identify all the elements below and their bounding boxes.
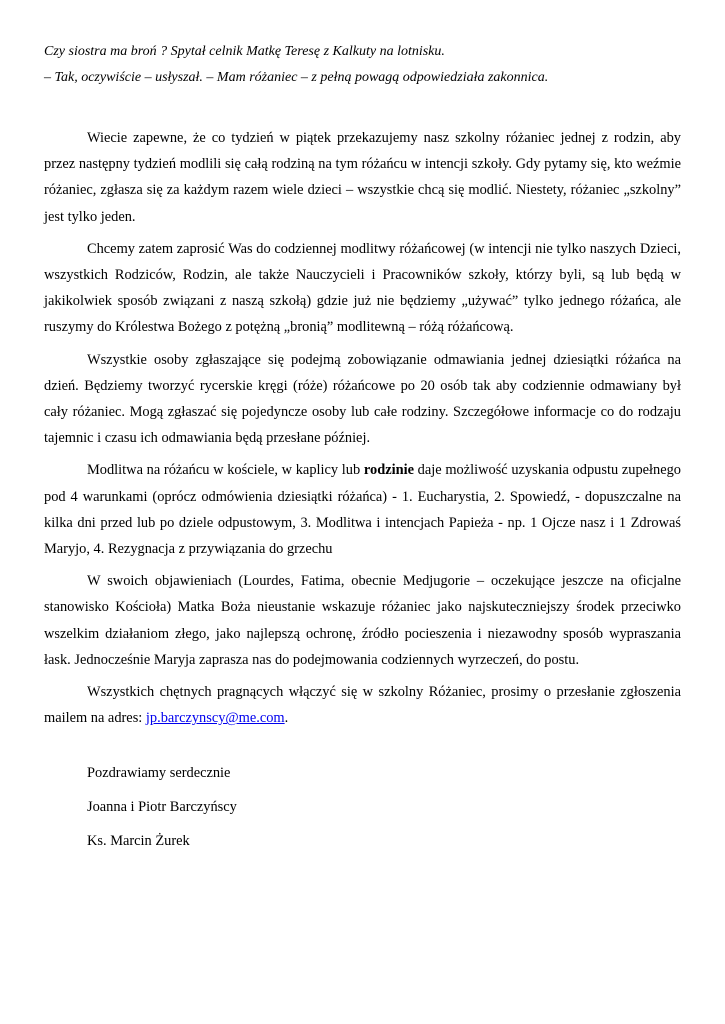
document-page bbox=[44, 39, 681, 865]
intro-line-2: – Tak, oczywiście – usłyszał. – Mam różaniec – z pełną powagą odpowiedziała zakonnica. bbox=[44, 70, 549, 85]
closing-block bbox=[44, 763, 681, 851]
paragraph-apparitions: W swoich objawieniach (Lourdes, Fatima, obecnie Medjugorie – oczekujące jeszcze na oficjalne stanowisko Kościoła) Matka Boża nieustanie wskazuje różaniec jako najskuteczniejszy środek przeciwko wszelkim działaniom złego, jako najlepszą ochronę, źródło pocieszenia i niezawodny sposób wypraszania łask. Jednocześnie Maryja zaprasza nas do podejmowania codziennych wyrzeczeń, do postu. bbox=[44, 573, 681, 668]
indulgence-text-start: Modlitwa na różańcu w kościele, w kaplicy lub bbox=[87, 462, 364, 479]
email-link[interactable]: jp.barczynscy@me.com bbox=[145, 710, 285, 727]
signature-priest: Ks. Marcin Żurek bbox=[87, 833, 190, 850]
contact-text-end: . bbox=[284, 710, 289, 727]
indulgence-text-end: daje możliwość uzyskania odpustu zupełnego pod 4 warunkami (oprócz odmówienia dziesiątki różańca) - 1. Eucharystia, 2. Spowiedź, - dopuszczalne na kilka dni przed lub po dziele odpustowym, 3. Modlitwa i intencjach Papieża - np. 1 Ojcze nasz i 1 Zdrowaś Maryjo, 4. Rezygnacja z przywiązania do grzechu bbox=[44, 462, 681, 558]
paragraph-contact bbox=[44, 679, 681, 731]
signature-parents: Joanna i Piotr Barczyńscy bbox=[87, 799, 237, 816]
paragraph-school-rosary: Wiecie zapewne, że co tydzień w piątek przekazujemy nasz szkolny różaniec jednej z rodzin, aby przez następny tydzień modlili się całą rodziną na tym różańcu w intencji szkoły. Gdy pytamy się, kto weźmie różaniec, zgłasza się za każdym razem wiele dzieci – wszystkie chcą się modlić. Niestety, różaniec „szkolny” jest tylko jeden. bbox=[44, 130, 681, 225]
paragraph-invitation: Chcemy zatem zaprosić Was do codziennej modlitwy różańcowej (w intencji nie tylko naszych Dzieci, wszystkich Rodziców, Rodzin, ale także Nauczycieli i Pracowników szkoły, którzy byli, są lub będą w jakikolwiek sposób związani z naszą szkołą) gdzie już nie będziemy „używać” tylko jednego różańca, ale ruszymy do Królestwa Bożego z potężną „bronią” modlitewną – różą różańcową. bbox=[44, 240, 681, 336]
indulgence-bold-word: rodzinie bbox=[363, 462, 414, 479]
intro-line-1: Czy siostra ma broń ? Spytał celnik Matkę Teresę z Kalkuty na lotnisku. bbox=[44, 44, 445, 59]
contact-text: Wszystkich chętnych pragnących włączyć się w szkolny Różaniec, prosimy o przesłanie zgłoszenia mailem na adres: bbox=[44, 684, 681, 727]
paragraph-commitment: Wszystkie osoby zgłaszające się podejmą zobowiązanie odmawiania jednej dziesiątki różańca na dzień. Będziemy tworzyć rycerskie kręgi (róże) różańcowe po 20 osób tak aby codziennie odmawiany był cały różaniec. Mogą zgłaszać się pojedyncze osoby lub całe rodziny. Szczegółowe informacje co do rodzaju tajemnic i czasu ich odmawiania będą przesłane później. bbox=[44, 351, 681, 447]
paragraph-indulgence bbox=[44, 457, 681, 562]
closing-greeting: Pozdrawiamy serdecznie bbox=[87, 765, 231, 782]
